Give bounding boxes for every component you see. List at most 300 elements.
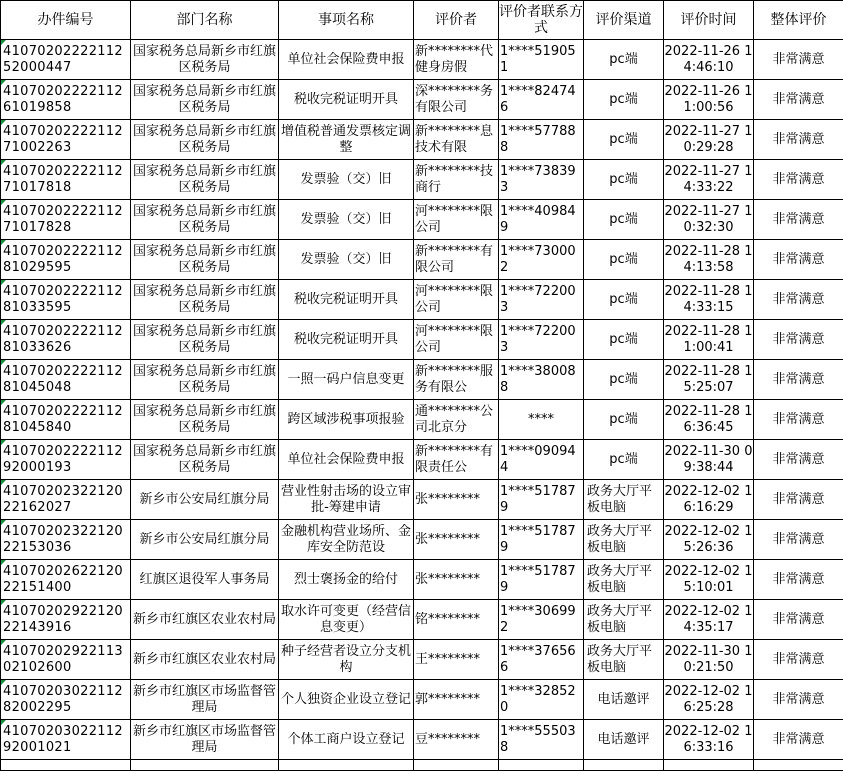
- cell-id-text: 4107020232212022153036: [3, 524, 130, 556]
- cell-rating-text: 非常满意: [754, 92, 843, 108]
- cell-channel-text: pc端: [584, 292, 663, 308]
- cell-time-text: 2022-11-28 15:25:07: [664, 364, 753, 396]
- cell-channel-text: 政务大厅平板电脑: [587, 644, 663, 676]
- cell-rating-text: 非常满意: [754, 332, 843, 348]
- cell-id-text: 4107020302211292001021: [3, 724, 130, 756]
- cell-time-text: 2022-11-28 11:00:41: [664, 324, 753, 356]
- cell-evaluator: [414, 40, 499, 80]
- cell-channel-text: pc端: [584, 92, 663, 108]
- cell-dept: [131, 360, 279, 400]
- table-row: [1, 80, 843, 120]
- cell-rating-text: 非常满意: [754, 572, 843, 588]
- cell-id: [1, 240, 131, 280]
- cell-channel-text: pc端: [584, 52, 663, 68]
- cell-evaluator: [414, 440, 499, 480]
- cell-rating-text: 非常满意: [754, 452, 843, 468]
- cell-rating: [754, 160, 843, 200]
- cell-time-text: 2022-12-02 15:10:01: [664, 564, 753, 596]
- cell-evaluator: [414, 280, 499, 320]
- cell-time: [664, 320, 754, 360]
- cell-contact: [499, 320, 584, 360]
- cell-evaluator-text: 张********: [415, 572, 498, 588]
- cell-rating-text: 非常满意: [754, 252, 843, 268]
- cell-rating-text: 非常满意: [754, 372, 843, 388]
- cell-channel: [584, 320, 664, 360]
- cell-contact-text: 1****376566: [500, 644, 583, 676]
- cell-time: [664, 360, 754, 400]
- cell-item-text: 增值税普通发票核定调整: [279, 124, 413, 156]
- cell-dept: [131, 40, 279, 80]
- cell-item: [279, 400, 414, 440]
- cell-id-text: 4107020222211281029595: [3, 244, 130, 276]
- cell-channel: [584, 560, 664, 600]
- cell-contact-text: 1****409849: [500, 204, 583, 236]
- cell-evaluator-text: 张********: [415, 492, 498, 508]
- cell-contact: [499, 400, 584, 440]
- cell-time-text: 2022-11-28 14:33:15: [664, 284, 753, 316]
- cell-contact-text: 1****722003: [500, 324, 583, 356]
- cell-id: [1, 120, 131, 160]
- cell-item: [279, 160, 414, 200]
- cell-channel-text: 政务大厅平板电脑: [587, 524, 663, 556]
- cell-contact-text: 1****519051: [500, 44, 583, 76]
- cell-rating: [754, 400, 843, 440]
- table-row: [1, 120, 843, 160]
- cell-contact-text: ****: [499, 412, 583, 428]
- cell-channel-text: pc端: [584, 132, 663, 148]
- cell-id-text: 4107020222211292000193: [3, 444, 130, 476]
- cell-channel-text: pc端: [584, 332, 663, 348]
- table-row: [1, 600, 843, 640]
- cell-dept-text: 国家税务总局新乡市红旗区税务局: [131, 324, 278, 356]
- cell-contact: [499, 720, 584, 760]
- header-contact: 评价者联系方式: [499, 1, 584, 40]
- cell-dept-text: 国家税务总局新乡市红旗区税务局: [131, 164, 278, 196]
- cell-id: [1, 280, 131, 320]
- cell-channel: [584, 200, 664, 240]
- cell-empty: [754, 760, 843, 771]
- cell-id: [1, 320, 131, 360]
- cell-item-text: 取水许可变更（经营信息变更）: [279, 604, 413, 636]
- cell-id: [1, 720, 131, 760]
- cell-id: [1, 680, 131, 720]
- cell-time: [664, 640, 754, 680]
- cell-dept: [131, 560, 279, 600]
- cell-dept: [131, 720, 279, 760]
- cell-item: [279, 680, 414, 720]
- cell-item-text: 发票验（交）旧: [279, 252, 413, 268]
- cell-channel: [584, 160, 664, 200]
- cell-dept-text: 新乡市公安局红旗分局: [131, 492, 278, 508]
- cell-id-text: 4107020222211281033595: [3, 284, 130, 316]
- cell-rating: [754, 480, 843, 520]
- cell-channel-text: pc端: [584, 212, 663, 228]
- cell-time-text: 2022-12-02 15:26:36: [664, 524, 753, 556]
- header-time: 评价时间: [664, 1, 754, 40]
- table-row: [1, 440, 843, 480]
- cell-rating: [754, 80, 843, 120]
- cell-contact-text: 1****555038: [500, 724, 583, 756]
- cell-dept-text: 新乡市红旗区市场监督管理局: [131, 684, 278, 716]
- cell-evaluator-text: 新********代健身房假: [415, 44, 498, 76]
- cell-item-text: 发票验（交）旧: [279, 212, 413, 228]
- cell-time-text: 2022-11-30 09:38:44: [664, 444, 753, 476]
- cell-contact-text: 1****517879: [500, 524, 583, 556]
- cell-item: [279, 320, 414, 360]
- cell-channel-text: pc端: [584, 252, 663, 268]
- cell-time: [664, 520, 754, 560]
- cell-dept-text: 新乡市红旗区农业农村局: [131, 612, 278, 628]
- cell-item-text: 个人独资企业设立登记: [279, 692, 413, 708]
- cell-contact-text: 1****090944: [500, 444, 583, 476]
- cell-contact: [499, 160, 584, 200]
- cell-id: [1, 520, 131, 560]
- cell-rating-text: 非常满意: [754, 132, 843, 148]
- cell-item: [279, 600, 414, 640]
- cell-item: [279, 520, 414, 560]
- cell-item-text: 营业性射击场的设立审批-筹建申请: [279, 484, 413, 516]
- cell-dept-text: 国家税务总局新乡市红旗区税务局: [131, 84, 278, 116]
- cell-rating: [754, 520, 843, 560]
- cell-rating-text: 非常满意: [754, 612, 843, 628]
- table-row: [1, 480, 843, 520]
- cell-item-text: 税收完税证明开具: [279, 332, 413, 348]
- cell-time: [664, 280, 754, 320]
- cell-rating-text: 非常满意: [754, 492, 843, 508]
- cell-id-text: 4107020222211281045048: [3, 364, 130, 396]
- cell-id: [1, 640, 131, 680]
- cell-channel: [584, 120, 664, 160]
- cell-item-text: 发票验（交）旧: [279, 172, 413, 188]
- cell-item-text: 单位社会保险费申报: [279, 52, 413, 68]
- cell-evaluator: [414, 560, 499, 600]
- table-row: [1, 320, 843, 360]
- cell-channel-text: pc端: [584, 412, 663, 428]
- cell-rating: [754, 200, 843, 240]
- cell-dept-text: 国家税务总局新乡市红旗区税务局: [131, 44, 278, 76]
- cell-empty: [664, 760, 754, 771]
- cell-id: [1, 400, 131, 440]
- table-row: [1, 560, 843, 600]
- cell-dept: [131, 520, 279, 560]
- cell-id-text: 4107020292212022143916: [3, 604, 130, 636]
- header-evaluator: 评价者: [414, 1, 499, 40]
- cell-dept-text: 国家税务总局新乡市红旗区税务局: [131, 284, 278, 316]
- cell-id-text: 4107020222211271017828: [3, 204, 130, 236]
- cell-dept: [131, 640, 279, 680]
- cell-contact: [499, 600, 584, 640]
- cell-rating: [754, 680, 843, 720]
- cell-dept-text: 新乡市红旗区市场监督管理局: [131, 724, 278, 756]
- cell-rating-text: 非常满意: [754, 412, 843, 428]
- cell-time-text: 2022-11-27 10:29:28: [664, 124, 753, 156]
- cell-rating-text: 非常满意: [754, 652, 843, 668]
- cell-item: [279, 480, 414, 520]
- cell-item-text: 单位社会保险费申报: [279, 452, 413, 468]
- cell-channel: [584, 480, 664, 520]
- cell-time: [664, 560, 754, 600]
- cell-evaluator-text: 豆********: [415, 732, 498, 748]
- cell-time-text: 2022-11-27 14:33:22: [664, 164, 753, 196]
- cell-evaluator-text: 张********: [415, 532, 498, 548]
- cell-rating: [754, 40, 843, 80]
- cell-evaluator-text: 河********限公司: [415, 324, 498, 356]
- cell-evaluator: [414, 240, 499, 280]
- cell-item-text: 税收完税证明开具: [279, 92, 413, 108]
- cell-rating: [754, 280, 843, 320]
- cell-rating: [754, 320, 843, 360]
- cell-dept: [131, 160, 279, 200]
- cell-rating-text: 非常满意: [754, 212, 843, 228]
- cell-evaluator-text: 通********公司北京分: [415, 404, 498, 436]
- cell-rating-text: 非常满意: [754, 52, 843, 68]
- cell-evaluator-text: 新********服务有限公: [415, 364, 498, 396]
- cell-item-text: 税收完税证明开具: [279, 292, 413, 308]
- cell-item-text: 一照一码户信息变更: [279, 372, 413, 388]
- cell-channel: [584, 680, 664, 720]
- cell-evaluator: [414, 360, 499, 400]
- cell-evaluator: [414, 160, 499, 200]
- cell-item: [279, 240, 414, 280]
- cell-id: [1, 40, 131, 80]
- cell-contact-text: 1****738393: [500, 164, 583, 196]
- cell-item-text: 金融机构营业场所、金库安全防范设: [279, 524, 413, 556]
- cell-contact: [499, 120, 584, 160]
- cell-evaluator-text: 王********: [415, 652, 498, 668]
- cell-contact: [499, 680, 584, 720]
- cell-item: [279, 120, 414, 160]
- cell-contact-text: 1****517879: [500, 484, 583, 516]
- cell-id-text: 4107020302211282002295: [3, 684, 130, 716]
- cell-item: [279, 80, 414, 120]
- cell-id-text: 4107020222211271002263: [3, 124, 130, 156]
- cell-rating: [754, 360, 843, 400]
- cell-contact: [499, 40, 584, 80]
- cell-channel: [584, 520, 664, 560]
- cell-contact-text: 1****380088: [500, 364, 583, 396]
- cell-rating-text: 非常满意: [754, 692, 843, 708]
- cell-contact: [499, 240, 584, 280]
- cell-evaluator: [414, 680, 499, 720]
- cell-channel: [584, 600, 664, 640]
- cell-empty: [584, 760, 664, 771]
- cell-rating: [754, 120, 843, 160]
- cell-contact: [499, 520, 584, 560]
- table-row: [1, 640, 843, 680]
- cell-channel-text: 电话邀评: [584, 692, 663, 708]
- cell-contact: [499, 440, 584, 480]
- cell-rating: [754, 240, 843, 280]
- cell-rating-text: 非常满意: [754, 172, 843, 188]
- table-row: [1, 360, 843, 400]
- cell-channel-text: pc端: [584, 372, 663, 388]
- header-row: [1, 1, 843, 40]
- cell-contact: [499, 80, 584, 120]
- cell-channel-text: 政务大厅平板电脑: [587, 604, 663, 636]
- cell-channel: [584, 440, 664, 480]
- cell-evaluator: [414, 120, 499, 160]
- table-row: [1, 680, 843, 720]
- cell-dept: [131, 280, 279, 320]
- cell-id: [1, 360, 131, 400]
- table-row: [1, 200, 843, 240]
- cell-rating: [754, 600, 843, 640]
- cell-evaluator-text: 河********限公司: [415, 284, 498, 316]
- cell-rating-text: 非常满意: [754, 532, 843, 548]
- cell-contact-text: 1****824746: [500, 84, 583, 116]
- cell-item-text: 烈士褒扬金的给付: [279, 572, 413, 588]
- cell-evaluator: [414, 200, 499, 240]
- cell-channel: [584, 720, 664, 760]
- table-row: [1, 400, 843, 440]
- header-channel: 评价渠道: [584, 1, 664, 40]
- cell-evaluator: [414, 400, 499, 440]
- table-row-partial: [1, 760, 843, 771]
- cell-rating: [754, 560, 843, 600]
- cell-empty: [414, 760, 499, 771]
- cell-channel: [584, 240, 664, 280]
- cell-time-text: 2022-12-02 16:33:16: [664, 724, 753, 756]
- cell-time: [664, 120, 754, 160]
- cell-id: [1, 200, 131, 240]
- cell-rating-text: 非常满意: [754, 292, 843, 308]
- cell-evaluator: [414, 480, 499, 520]
- cell-contact: [499, 560, 584, 600]
- cell-channel: [584, 280, 664, 320]
- cell-channel: [584, 80, 664, 120]
- cell-contact-text: 1****577888: [500, 124, 583, 156]
- cell-empty: [131, 760, 279, 771]
- cell-dept-text: 国家税务总局新乡市红旗区税务局: [131, 444, 278, 476]
- table-row: [1, 240, 843, 280]
- cell-id-text: 4107020292211302102600: [3, 644, 130, 676]
- cell-id: [1, 160, 131, 200]
- cell-time-text: 2022-12-02 16:16:29: [664, 484, 753, 516]
- cell-time-text: 2022-11-28 14:13:58: [664, 244, 753, 276]
- cell-time-text: 2022-11-26 14:46:10: [664, 44, 753, 76]
- cell-item: [279, 440, 414, 480]
- cell-evaluator-text: 新********息技术有限: [415, 124, 498, 156]
- cell-time-text: 2022-11-30 10:21:50: [664, 644, 753, 676]
- cell-time-text: 2022-12-02 14:35:17: [664, 604, 753, 636]
- cell-time: [664, 680, 754, 720]
- cell-item-text: 个体工商户设立登记: [279, 732, 413, 748]
- cell-rating-text: 非常满意: [754, 732, 843, 748]
- cell-time: [664, 240, 754, 280]
- cell-dept-text: 新乡市红旗区农业农村局: [131, 652, 278, 668]
- cell-channel-text: pc端: [584, 172, 663, 188]
- cell-evaluator: [414, 320, 499, 360]
- cell-dept: [131, 400, 279, 440]
- header-dept: 部门名称: [131, 1, 279, 40]
- cell-item-text: 跨区域涉税事项报验: [279, 412, 413, 428]
- cell-id-text: 4107020262212022151400: [3, 564, 130, 596]
- table-row: [1, 40, 843, 80]
- cell-channel-text: 政务大厅平板电脑: [587, 484, 663, 516]
- cell-item: [279, 560, 414, 600]
- cell-time-text: 2022-12-02 16:25:28: [664, 684, 753, 716]
- cell-item: [279, 40, 414, 80]
- cell-time: [664, 200, 754, 240]
- cell-evaluator-text: 新********有限公司: [415, 244, 498, 276]
- cell-id-text: 4107020222211281045840: [3, 404, 130, 436]
- cell-channel: [584, 400, 664, 440]
- cell-evaluator-text: 新********有限责任公: [415, 444, 498, 476]
- cell-evaluator: [414, 720, 499, 760]
- cell-rating: [754, 720, 843, 760]
- cell-id: [1, 560, 131, 600]
- cell-empty: [279, 760, 414, 771]
- cell-evaluator-text: 深********务有限公司: [415, 84, 498, 116]
- cell-dept: [131, 200, 279, 240]
- cell-time: [664, 400, 754, 440]
- table-row: [1, 720, 843, 760]
- cell-time: [664, 40, 754, 80]
- cell-evaluator-text: 新********技商行: [415, 164, 498, 196]
- cell-channel: [584, 40, 664, 80]
- cell-rating: [754, 440, 843, 480]
- cell-id-text: 4107020222211261019858: [3, 84, 130, 116]
- cell-item: [279, 280, 414, 320]
- cell-contact: [499, 200, 584, 240]
- cell-empty: [499, 760, 584, 771]
- header-rating: 整体评价: [754, 1, 843, 40]
- cell-contact: [499, 360, 584, 400]
- cell-dept: [131, 80, 279, 120]
- cell-time: [664, 80, 754, 120]
- cell-dept: [131, 320, 279, 360]
- cell-channel: [584, 640, 664, 680]
- cell-contact-text: 1****306992: [500, 604, 583, 636]
- cell-id: [1, 80, 131, 120]
- cell-id: [1, 440, 131, 480]
- cell-contact-text: 1****730002: [500, 244, 583, 276]
- cell-dept: [131, 240, 279, 280]
- cell-dept-text: 新乡市公安局红旗分局: [131, 532, 278, 548]
- cell-dept: [131, 480, 279, 520]
- cell-dept: [131, 120, 279, 160]
- cell-item: [279, 640, 414, 680]
- cell-evaluator-text: 铭********: [415, 612, 498, 628]
- cell-evaluator: [414, 520, 499, 560]
- cell-time: [664, 440, 754, 480]
- cell-contact: [499, 640, 584, 680]
- cell-item: [279, 360, 414, 400]
- cell-channel-text: pc端: [584, 452, 663, 468]
- cell-rating: [754, 640, 843, 680]
- cell-id-text: 4107020222211252000447: [3, 44, 130, 76]
- header-item: 事项名称: [279, 1, 414, 40]
- cell-id: [1, 600, 131, 640]
- cell-contact-text: 1****517879: [500, 564, 583, 596]
- cell-evaluator-text: 郭********: [415, 692, 498, 708]
- cell-id: [1, 480, 131, 520]
- cell-evaluator: [414, 80, 499, 120]
- cell-time: [664, 160, 754, 200]
- table-row: [1, 160, 843, 200]
- cell-id-text: 4107020222211271017818: [3, 164, 130, 196]
- cell-dept-text: 国家税务总局新乡市红旗区税务局: [131, 364, 278, 396]
- cell-dept: [131, 600, 279, 640]
- cell-dept-text: 国家税务总局新乡市红旗区税务局: [131, 404, 278, 436]
- cell-dept-text: 国家税务总局新乡市红旗区税务局: [131, 204, 278, 236]
- cell-time-text: 2022-11-26 11:00:56: [664, 84, 753, 116]
- cell-id-text: 4107020232212022162027: [3, 484, 130, 516]
- cell-time-text: 2022-11-27 10:32:30: [664, 204, 753, 236]
- cell-evaluator: [414, 600, 499, 640]
- cell-item: [279, 200, 414, 240]
- cell-evaluator-text: 河********限公司: [415, 204, 498, 236]
